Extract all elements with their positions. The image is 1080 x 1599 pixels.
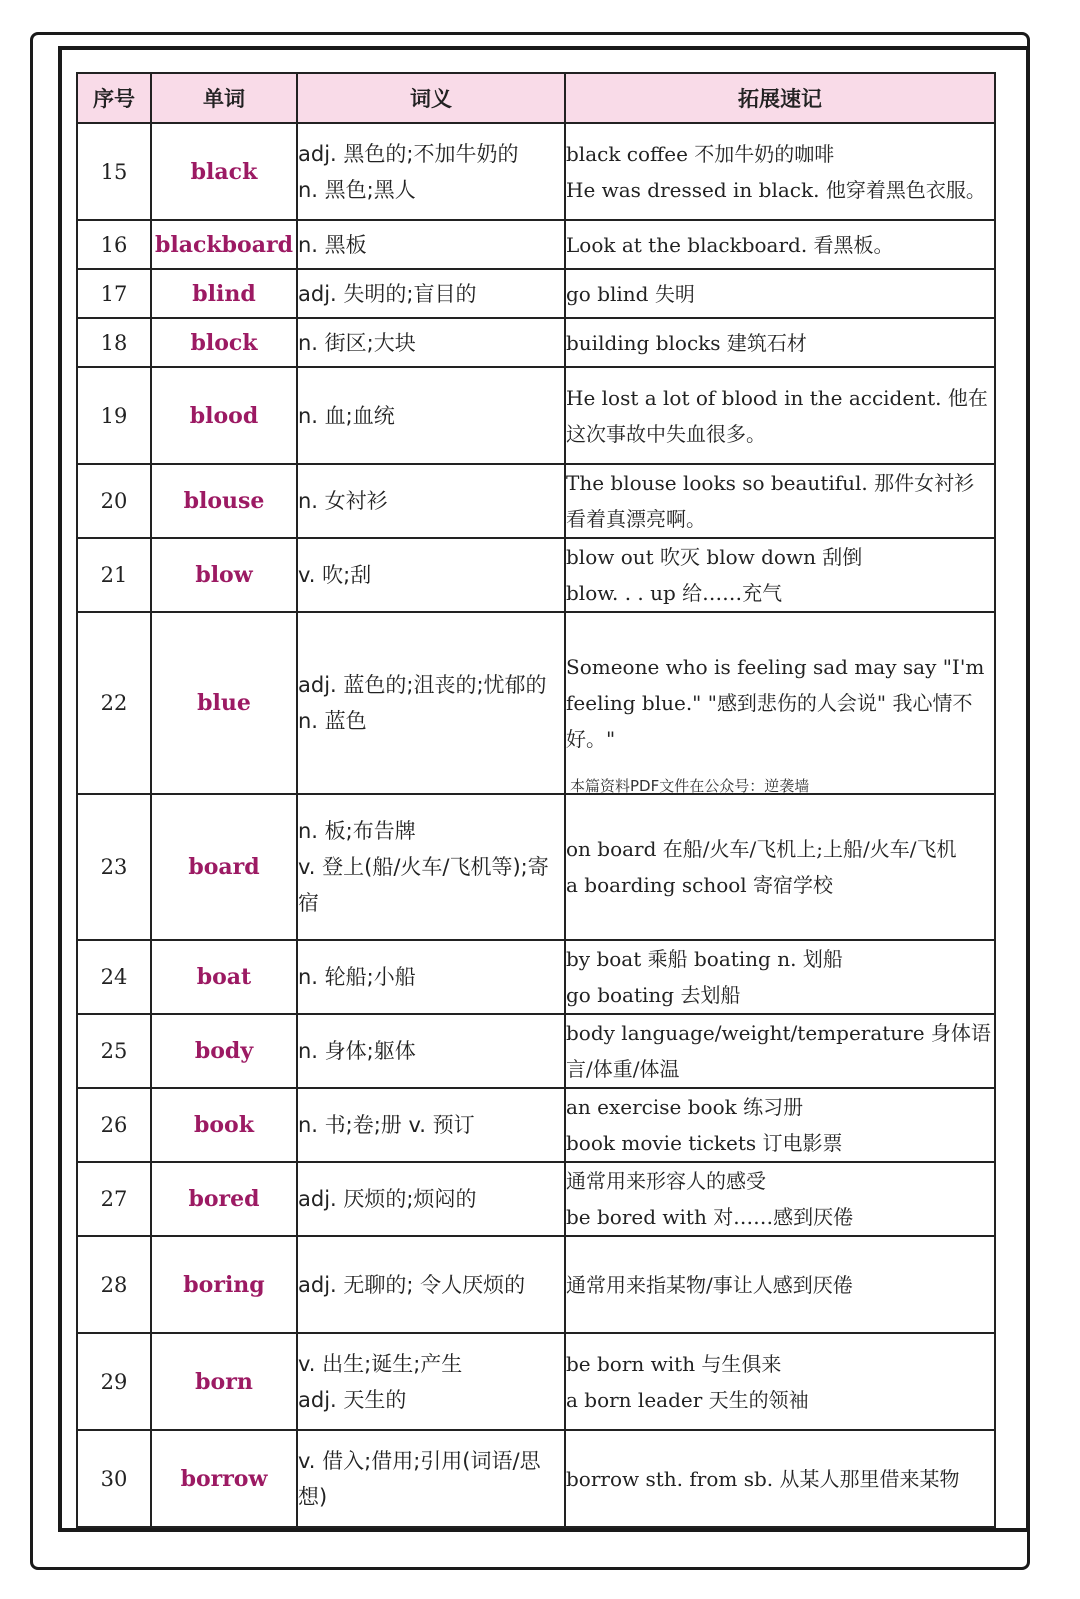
header-extension: 拓展速记 [565,73,995,123]
row-meaning: v. 出生;诞生;产生 adj. 天生的 [297,1333,565,1430]
extension-text: Someone who is feeling sad may say "I'm feeling blue." "感到悲伤的人会说" 我心情不好。" [566,655,985,751]
row-word: book [151,1088,297,1162]
row-number: 27 [77,1162,151,1236]
row-meaning: adj. 蓝色的;沮丧的;忧郁的 n. 蓝色 [297,612,565,794]
table-row [77,794,995,940]
row-word: borrow [151,1430,297,1527]
row-extension: body language/weight/temperature 身体语言/体重/体温 [565,1014,995,1088]
row-word: bored [151,1162,297,1236]
table-row [77,1014,995,1088]
row-number: 22 [77,612,151,794]
table-row [77,538,995,612]
row-meaning: n. 血;血统 [297,367,565,464]
row-number: 29 [77,1333,151,1430]
row-extension: Look at the blackboard. 看黑板。 [565,220,995,269]
table-row [77,1333,995,1430]
row-meaning: adj. 黑色的;不加牛奶的 n. 黑色;黑人 [297,123,565,220]
header-num: 序号 [77,73,151,123]
row-word: boring [151,1236,297,1333]
row-word: blouse [151,464,297,538]
row-extension: 通常用来指某物/事让人感到厌倦 [565,1236,995,1333]
row-meaning: n. 女衬衫 [297,464,565,538]
row-meaning: n. 街区;大块 [297,318,565,367]
row-extension: building blocks 建筑石材 [565,318,995,367]
header-row [77,73,995,123]
table-row [77,367,995,464]
row-number: 15 [77,123,151,220]
row-word: block [151,318,297,367]
table-row [77,318,995,367]
row-extension: be born with 与生俱来 a born leader 天生的领袖 [565,1333,995,1430]
table-row [77,269,995,318]
row-number: 24 [77,940,151,1014]
row-meaning: n. 板;布告牌 v. 登上(船/火车/飞机等);寄宿 [297,794,565,940]
row-word: board [151,794,297,940]
row-number: 19 [77,367,151,464]
row-word: blood [151,367,297,464]
row-number: 21 [77,538,151,612]
table-row [77,464,995,538]
row-extension: borrow sth. from sb. 从某人那里借来某物 [565,1430,995,1527]
table-row [77,1430,995,1527]
row-meaning: adj. 厌烦的;烦闷的 [297,1162,565,1236]
table-row [77,220,995,269]
row-word: black [151,123,297,220]
row-extension: by boat 乘船 boating n. 划船 go boating 去划船 [565,940,995,1014]
row-number: 30 [77,1430,151,1527]
table-row [77,612,995,794]
row-word: body [151,1014,297,1088]
watermark-text: 本篇资料PDF文件在公众号：逆袭墙 [570,777,810,795]
row-word: boat [151,940,297,1014]
row-word: blow [151,538,297,612]
row-extension [565,612,995,794]
row-word: blackboard [151,220,297,269]
row-meaning: n. 轮船;小船 [297,940,565,1014]
row-number: 16 [77,220,151,269]
row-extension: an exercise book 练习册 book movie tickets 订电影票 [565,1088,995,1162]
row-number: 23 [77,794,151,940]
row-meaning: n. 书;卷;册 v. 预订 [297,1088,565,1162]
row-meaning: adj. 无聊的; 令人厌烦的 [297,1236,565,1333]
row-word: blind [151,269,297,318]
row-number: 28 [77,1236,151,1333]
table-row [77,1088,995,1162]
header-word: 单词 [151,73,297,123]
row-meaning: n. 黑板 [297,220,565,269]
row-number: 20 [77,464,151,538]
table-row [77,1236,995,1333]
row-number: 26 [77,1088,151,1162]
row-word: blue [151,612,297,794]
row-extension: 通常用来形容人的感受 be bored with 对……感到厌倦 [565,1162,995,1236]
table-row [77,123,995,220]
header-meaning: 词义 [297,73,565,123]
row-extension: He lost a lot of blood in the accident. 他在这次事故中失血很多。 [565,367,995,464]
row-extension: blow out 吹灭 blow down 刮倒 blow. . . up 给……充气 [565,538,995,612]
vocabulary-table [76,72,996,1528]
row-extension: on board 在船/火车/飞机上;上船/火车/飞机 a boarding school 寄宿学校 [565,794,995,940]
row-meaning: adj. 失明的;盲目的 [297,269,565,318]
table-row [77,940,995,1014]
row-extension: go blind 失明 [565,269,995,318]
row-word: born [151,1333,297,1430]
row-meaning: n. 身体;躯体 [297,1014,565,1088]
row-meaning: v. 借入;借用;引用(词语/思想) [297,1430,565,1527]
row-number: 17 [77,269,151,318]
row-extension: The blouse looks so beautiful. 那件女衬衫看着真漂亮啊。 [565,464,995,538]
row-number: 18 [77,318,151,367]
row-extension: black coffee 不加牛奶的咖啡 He was dressed in black. 他穿着黑色衣服。 [565,123,995,220]
table-row [77,1162,995,1236]
row-meaning: v. 吹;刮 [297,538,565,612]
row-number: 25 [77,1014,151,1088]
